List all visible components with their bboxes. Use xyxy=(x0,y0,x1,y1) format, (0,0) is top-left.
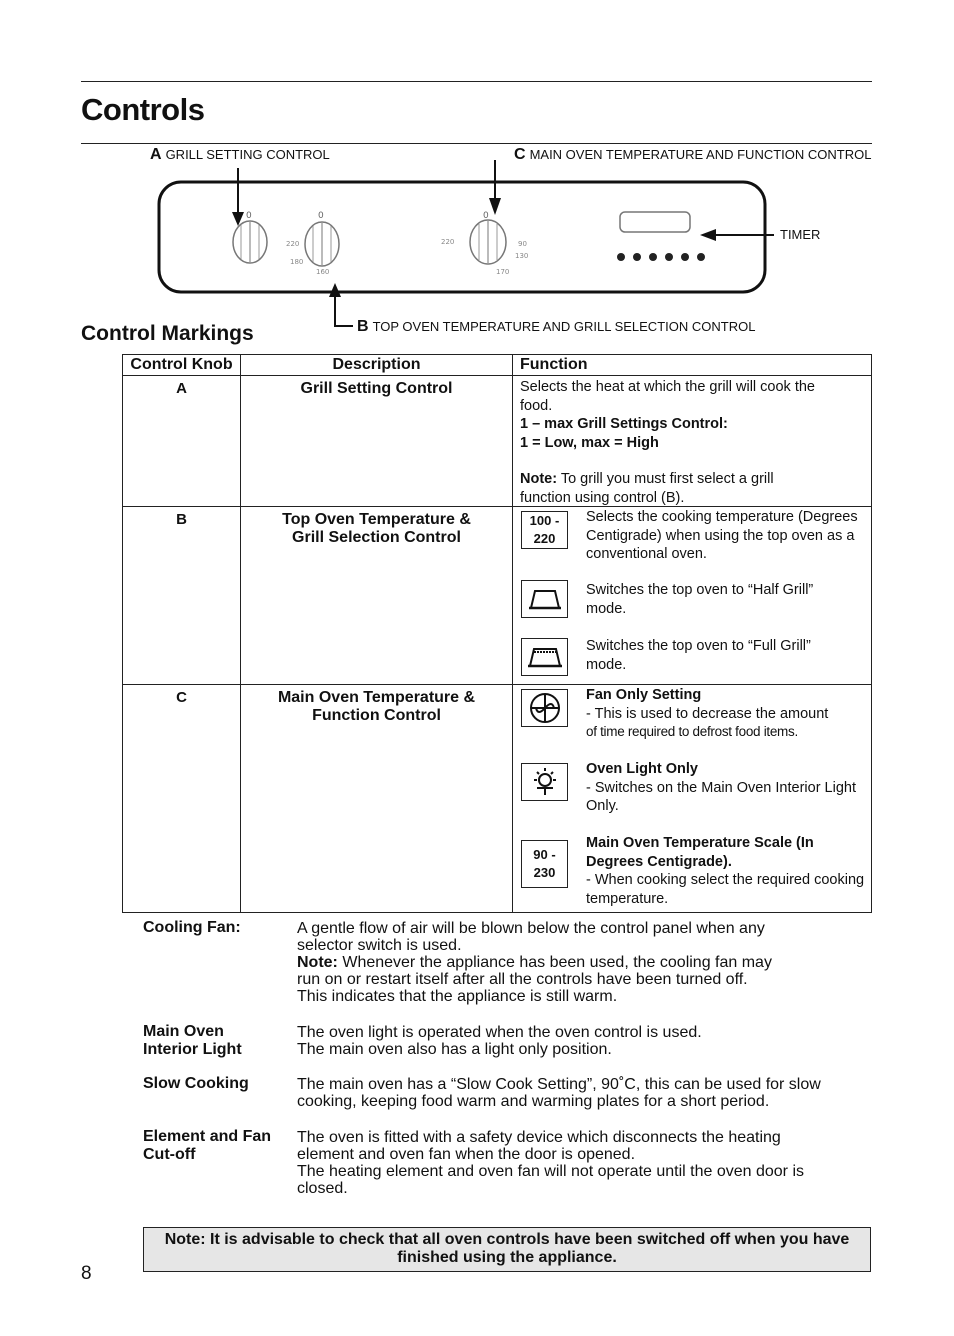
cooling-fan-heading: Cooling Fan: xyxy=(143,919,241,936)
fn-a-note-line2: function using control (B). xyxy=(520,489,685,506)
oven-light-icon xyxy=(521,763,568,801)
page-number: 8 xyxy=(81,1263,92,1284)
slow-cooking-text: The main oven has a “Slow Cook Setting”, 90˚C, this can be used for slow cooking, keeping food warm and warming plates for a short period. xyxy=(297,1076,821,1110)
desc-a: Grill Setting Control xyxy=(241,376,513,507)
svg-text:220: 220 xyxy=(441,238,455,246)
temp-range-90-230-symbol: 90 - 230 xyxy=(521,840,568,888)
function-a xyxy=(513,376,872,507)
knob-c-icon xyxy=(441,211,528,276)
interior-light-heading: Main Oven Interior Light xyxy=(143,1023,242,1058)
cutoff-heading: Element and Fan Cut-off xyxy=(143,1128,272,1163)
knob-b-icon xyxy=(286,211,339,276)
fn-a-line2: food. xyxy=(520,397,553,414)
fn-b-text3: Switches the top oven to “Full Grill” mode. xyxy=(586,638,811,673)
fn-c-scale-title: Main Oven Temperature Scale (In Degrees Centigrade). xyxy=(586,835,814,870)
fan-icon xyxy=(521,689,568,727)
title-rule xyxy=(81,143,872,144)
top-rule xyxy=(81,81,872,82)
function-c xyxy=(513,685,872,913)
knob-a: A xyxy=(123,376,241,507)
header-description: Description xyxy=(241,355,513,376)
svg-text:0: 0 xyxy=(483,211,489,221)
control-panel-diagram xyxy=(150,160,880,335)
control-markings-table xyxy=(122,354,872,913)
advisory-note: Note: It is advisable to check that all oven controls have been switched off when you have finished using the appliance. xyxy=(143,1227,871,1272)
table-row xyxy=(123,376,872,507)
svg-text:220: 220 xyxy=(286,240,300,248)
page-title: Controls xyxy=(81,92,205,127)
fn-a-bold2: 1 = Low, max = High xyxy=(520,434,659,451)
table-header-row xyxy=(123,355,872,376)
timer-buttons-icon xyxy=(617,253,705,261)
header-function: Function xyxy=(513,355,872,376)
label-b: B TOP OVEN TEMPERATURE AND GRILL SELECTION CONTROL xyxy=(357,318,756,335)
svg-text:130: 130 xyxy=(515,252,529,260)
table-row xyxy=(123,507,872,685)
fn-b-text2: Switches the top oven to “Half Grill” mode. xyxy=(586,582,814,617)
fn-c-fan-text2: of time required to defrost food items. xyxy=(586,724,798,739)
slow-cooking-heading: Slow Cooking xyxy=(143,1075,249,1092)
label-a: A GRILL SETTING CONTROL xyxy=(150,146,330,163)
fn-a-note: Note: To grill you must first select a grill xyxy=(520,471,774,487)
section-title: Control Markings xyxy=(81,322,254,345)
knob-c: C xyxy=(123,685,241,913)
label-timer: TIMER xyxy=(780,227,821,242)
fn-c-fan-text1: - This is used to decrease the amount xyxy=(586,705,829,722)
cooling-fan-text: A gentle flow of air will be blown below the control panel when any selector switch is used. Note: Whenever the appliance has been used, the cooling fan may run on or restart itself after all the controls have been turned off. This indicates that the appliance is still warm. xyxy=(297,920,772,1005)
full-grill-icon xyxy=(521,638,568,676)
temp-range-100-220-symbol: 100 - 220 xyxy=(521,511,568,549)
fn-a-bold1: 1 – max Grill Settings Control: xyxy=(520,416,728,432)
label-c: C MAIN OVEN TEMPERATURE AND FUNCTION CONTROL xyxy=(514,146,872,163)
svg-text:170: 170 xyxy=(496,268,510,276)
knob-b: B xyxy=(123,507,241,685)
half-grill-icon xyxy=(521,580,568,618)
cutoff-text: The oven is fitted with a safety device which disconnects the heating element and oven fan when the door is opened. The heating element and oven fan will not operate until the oven door is closed. xyxy=(297,1129,804,1197)
svg-text:90: 90 xyxy=(518,240,527,248)
fn-a-line1: Selects the heat at which the grill will cook the xyxy=(520,379,815,395)
desc-b: Top Oven Temperature & Grill Selection Control xyxy=(241,507,513,685)
interior-light-text: The oven light is operated when the oven control is used. The main oven also has a light only position. xyxy=(297,1024,702,1058)
desc-c: Main Oven Temperature & Function Control xyxy=(241,685,513,913)
fn-b-text1: Selects the cooking temperature (Degrees Centigrade) when using the top oven as a conventional oven. xyxy=(586,509,858,562)
function-b xyxy=(513,507,872,685)
header-knob: Control Knob xyxy=(123,355,241,376)
svg-text:180: 180 xyxy=(290,258,304,266)
fn-c-fan-title: Fan Only Setting xyxy=(586,687,702,703)
svg-text:160: 160 xyxy=(316,268,330,276)
fn-c-scale-text: - When cooking select the required cooking temperature. xyxy=(586,872,865,907)
svg-text:0: 0 xyxy=(246,211,252,221)
fn-c-light-title: Oven Light Only xyxy=(586,761,698,777)
table-row xyxy=(123,685,872,913)
svg-text:0: 0 xyxy=(318,211,324,221)
fn-c-light-text: - Switches on the Main Oven Interior Light Only. xyxy=(586,779,856,814)
